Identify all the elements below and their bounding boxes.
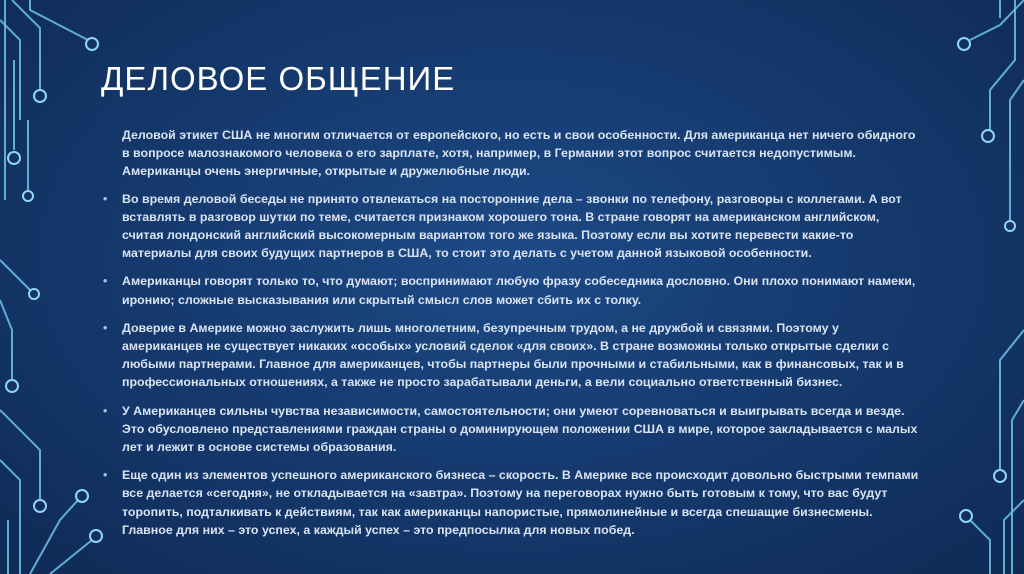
intro-paragraph: Деловой этикет США не многим отличается от европейского, но есть и свои особенности. Для американца нет ничего обидного в вопросе малознакомого человека о его зарплате, хотя, например, в Германии этот вопрос считается недопустимым. Американцы очень энергичные, открытые и дружелюбные люди.: [122, 128, 916, 179]
bullet-text: Доверие в Америке можно заслужить лишь многолетним, безупречным трудом, а не дружбой и связями. Поэтому у американцев не существует никаких «особых» условий сделок «для своих». В стране возможны только открытые сделки с любыми партнерами. Главное для американцев, чтобы партнеры были прочными и стабильными, как в финансовых, так и в профессиональных отношениях, а также не просто зарабатывали деньги, а вели социально ответственный бизнес.: [122, 320, 904, 390]
bullet-text: Американцы говорят только то, что думают; воспринимают любую фразу собеседника дословно. Они плохо понимают намеки, иронию; сложные высказывания или скрытый смысл слов может сбить их с толку.: [122, 274, 916, 307]
list-item: [101, 190, 919, 263]
bullet-icon: •: [103, 274, 108, 289]
bullet-text: Во время деловой беседы не принято отвлекаться на посторонние дела – звонки по телефону, разговоры с коллегами. А вот вставлять в разговор шутки по теме, считается признаком хорошего тона. В стране говорят на американском английском, считая лондонский английский высокомерным вариантом того же языка. Поэтому если вы хотите перевести какие-то материалы для своих будущих партнеров в США, то стоит это делать с учетом данной языковой особенности.: [122, 191, 902, 261]
slide-title: ДЕЛОВОЕ ОБЩЕНИЕ: [101, 60, 456, 97]
bullet-text: У Американцев сильны чувства независимости, самостоятельности; они умеют соревноваться и выигрывать всегда и везде. Это обусловлено представлениями граждан страны о доминирующем положении США в мире, которое закладывается с малых лет и лежит в основе системы образования.: [122, 403, 918, 455]
bullet-icon: •: [103, 320, 108, 335]
list-item: [101, 466, 919, 539]
list-item: [101, 319, 919, 392]
slide-body: [101, 126, 919, 549]
list-item: [101, 272, 919, 308]
bullet-icon: •: [103, 468, 108, 483]
list-item: [101, 402, 919, 457]
bullet-icon: •: [103, 191, 108, 206]
bullet-icon: •: [103, 403, 108, 418]
bullet-text: Еще один из элементов успешного американского бизнеса – скорость. В Америке все происходит довольно быстрыми темпами все делается «сегодня», не откладывается на «завтра». Поэтому на переговорах нужно быть готовым к тому, что вас будут торопить, подталкивать к действиям, так как американцы напористые, прямолинейные и всегда спешащие бизнесмены. Главное для них – это успех, а каждый успех – это предпосылка для новых побед.: [122, 468, 919, 537]
bullet-list: [101, 190, 919, 539]
